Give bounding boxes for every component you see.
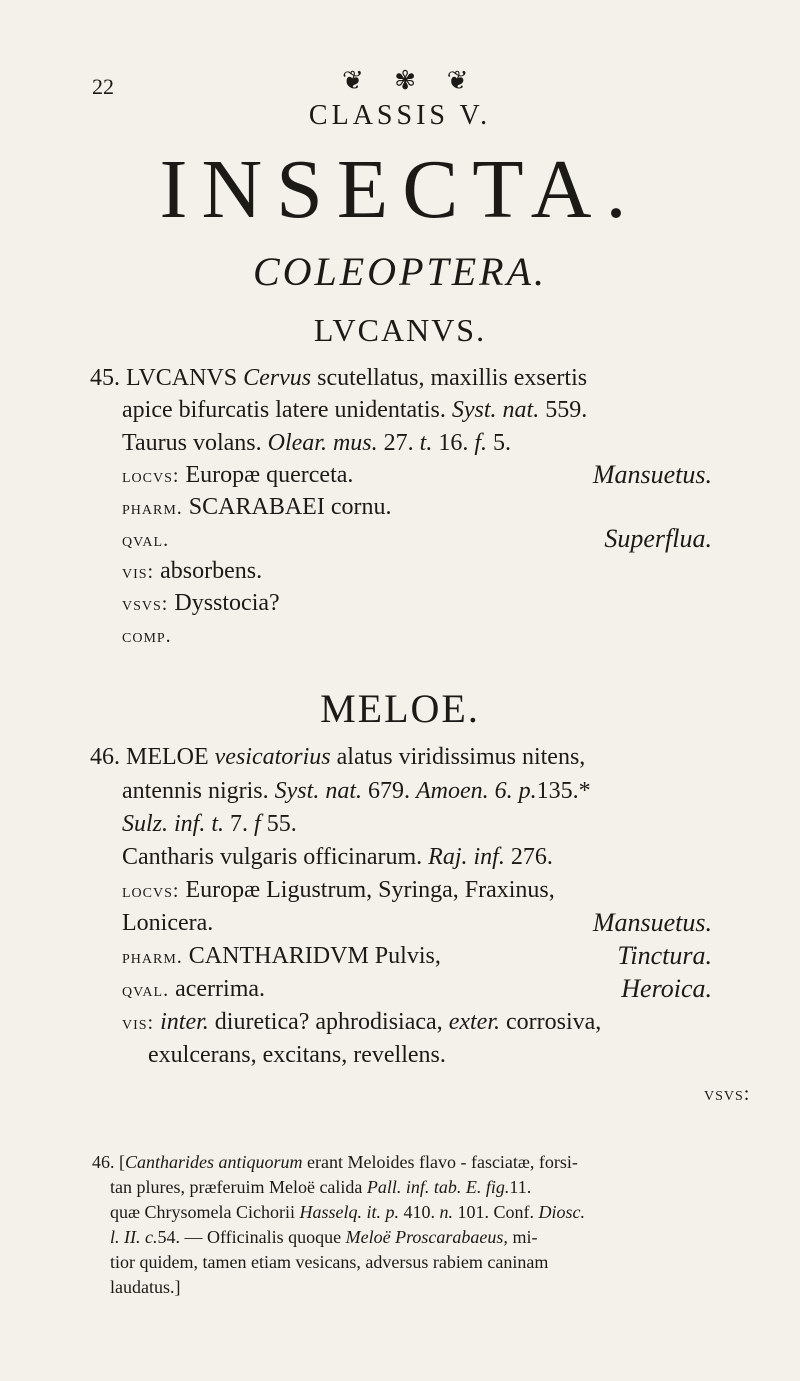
- genus-heading-meloe: MELOE.: [320, 686, 480, 731]
- qual-row: [122, 526, 169, 553]
- temperament-label: Mansuetus.: [592, 908, 712, 937]
- catchword: vsvs:: [704, 1083, 751, 1105]
- reference: Raj. inf.: [428, 844, 505, 870]
- qual-label: qval.: [122, 979, 170, 1001]
- pharm-row: pharm. CANTHARIDVM Pulvis,: [122, 943, 441, 969]
- comp-row: [122, 622, 172, 649]
- species-name: Cervus: [243, 365, 312, 391]
- reference: Syst. nat.: [451, 397, 540, 423]
- entry-46-line-3: Sulz. inf. t. 7. f 55.: [122, 811, 297, 837]
- species-name: vesicatorius: [214, 744, 331, 770]
- genus-heading-lucanus: LVCANVS.: [313, 312, 487, 348]
- vis-row-cont: exulcerans, excitans, revellens.: [148, 1042, 446, 1068]
- comp-label: comp.: [122, 625, 172, 647]
- footnote-line-4: l. II. c.54. — Officinalis quoque Meloë Proscarabaeus, mi-: [110, 1227, 538, 1247]
- qual-label: qval.: [122, 529, 170, 551]
- locus-row: locvs: Europæ Ligustrum, Syringa, Fraxinus,: [122, 877, 555, 903]
- entry-46-line-4: Cantharis vulgaris officinarum. Raj. inf. 276.: [122, 844, 553, 870]
- locus-label: locvs:: [122, 880, 180, 902]
- footnote-line-5: tior quidem, tamen etiam vesicans, adversus rabiem caninam: [110, 1252, 549, 1272]
- locus-row-cont: Lonicera.: [122, 910, 214, 936]
- reference: Amoen. 6. p.: [415, 778, 537, 804]
- ornament-icon: ❦ ✾ ❦: [342, 66, 481, 95]
- page-title: INSECTA.: [159, 143, 641, 236]
- usus-label: vsvs:: [122, 593, 169, 615]
- vis-label: vis:: [122, 1012, 155, 1034]
- temperament-label: Mansuetus.: [592, 460, 712, 489]
- locus-row: locvs: Europæ querceta.: [122, 462, 354, 488]
- footnote-line-6: laudatus.]: [110, 1277, 181, 1297]
- pharm-label: pharm.: [122, 497, 183, 519]
- entry-number: 45.: [90, 365, 120, 391]
- qual-row: qval. acerrima.: [122, 976, 266, 1002]
- pharm-label: pharm.: [122, 946, 183, 968]
- entry-46-line-1: [90, 744, 585, 771]
- vis-row: vis: absorbens.: [122, 558, 263, 584]
- genus-name: MELOE: [126, 744, 209, 770]
- pharm-row: pharm. SCARABAEI cornu.: [122, 494, 392, 520]
- footnote-line-3: quæ Chrysomela Cichorii Hasselq. it. p. 410. n. 101. Conf. Diosc.: [110, 1202, 585, 1222]
- quality-label: Superflua.: [604, 524, 712, 553]
- vis-label: vis:: [122, 561, 155, 583]
- usus-row: vsvs: Dysstocia?: [122, 590, 280, 616]
- reference: Syst. nat.: [274, 778, 362, 804]
- entry-45-line-3: Taurus volans. Olear. mus. 27. t. 16. f. 5.: [122, 430, 511, 456]
- entry-46-line-2: antennis nigris. Syst. nat. 679. Amoen. 6. p.135.*: [122, 778, 591, 804]
- locus-label: locvs:: [122, 465, 180, 487]
- class-heading: CLASSIS V.: [308, 100, 492, 131]
- order-heading: COLEOPTERA.: [252, 249, 548, 294]
- reference: Sulz. inf. t.: [122, 811, 225, 837]
- entry-45-line-1: [90, 365, 587, 392]
- footnote-line-2: tan plures, præferuim Meloë calida Pall. inf. tab. E. fig.11.: [110, 1177, 532, 1197]
- description-text: alatus viridissimus nitens,: [336, 744, 586, 770]
- page-number: 22: [92, 74, 114, 99]
- vis-row: vis: inter. diuretica? aphrodisiaca, exter. corrosiva,: [122, 1009, 602, 1035]
- quality-label: Heroica.: [621, 974, 712, 1003]
- genus-name: LVCANVS: [126, 365, 238, 391]
- footnote-line-1: 46. [Cantharides antiquorum erant Meloides flavo - fasciatæ, forsi-: [92, 1152, 578, 1172]
- reference: Olear. mus.: [267, 430, 378, 456]
- preparation-label: Tinctura.: [617, 941, 712, 970]
- description-text: scutellatus, maxillis exsertis: [317, 365, 588, 391]
- entry-45-line-2: apice bifurcatis latere unidentatis. Syst. nat. 559.: [122, 397, 588, 423]
- entry-number: 46.: [90, 744, 120, 770]
